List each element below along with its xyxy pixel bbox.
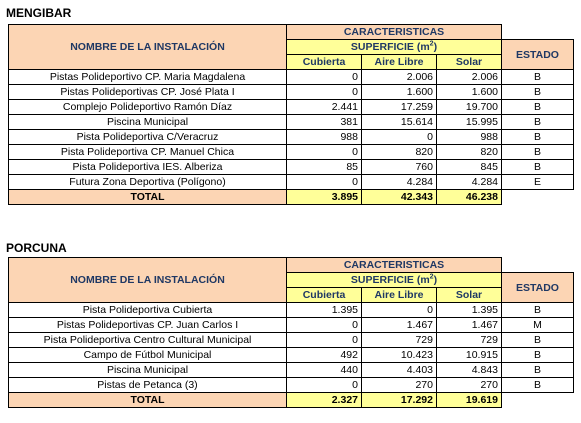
cell-nombre: Pista Polideportiva IES. Alberiza: [9, 160, 287, 175]
cell-solar: 1.600: [437, 85, 502, 100]
cell-solar: 15.995: [437, 115, 502, 130]
cell-cubierta: 0: [287, 175, 362, 190]
section-title-mengibar: MENGIBAR: [6, 6, 72, 20]
cell-nombre: Pistas Polideportivas CP. José Plata I: [9, 85, 287, 100]
total-solar: 46.238: [437, 190, 502, 205]
table-row: [9, 303, 574, 318]
cell-estado: B: [502, 145, 574, 160]
total-aire-libre: 42.343: [362, 190, 437, 205]
cell-estado: B: [502, 348, 574, 363]
table-row: [9, 130, 574, 145]
cell-estado: B: [502, 378, 574, 393]
cell-aire-libre: 2.006: [362, 70, 437, 85]
header-superficie: SUPERFICIE $(m^2)$: [287, 40, 502, 55]
table-row: [9, 333, 574, 348]
cell-estado: B: [502, 130, 574, 145]
cell-cubierta: 0: [287, 333, 362, 348]
cell-cubierta: 0: [287, 145, 362, 160]
cell-nombre: Pistas Polideportivo CP. Maria Magdalena: [9, 70, 287, 85]
header-cubierta: Cubierta: [287, 288, 362, 303]
cell-nombre: Pista Polideportiva Centro Cultural Municipal: [9, 333, 287, 348]
table-porcuna: [8, 257, 574, 408]
cell-solar: 988: [437, 130, 502, 145]
cell-cubierta: 0: [287, 378, 362, 393]
cell-aire-libre: 0: [362, 130, 437, 145]
cell-cubierta: 85: [287, 160, 362, 175]
cell-estado: B: [502, 100, 574, 115]
table-row: [9, 348, 574, 363]
cell-aire-libre: 820: [362, 145, 437, 160]
cell-cubierta: 1.395: [287, 303, 362, 318]
cell-solar: 820: [437, 145, 502, 160]
cell-cubierta: 440: [287, 363, 362, 378]
table-row: [9, 100, 574, 115]
table-row: [9, 115, 574, 130]
cell-aire-libre: 10.423: [362, 348, 437, 363]
table-row: [9, 318, 574, 333]
cell-nombre: Piscina Municipal: [9, 363, 287, 378]
table-row: [9, 160, 574, 175]
header-nombre: NOMBRE DE LA INSTALACIÓN: [9, 258, 287, 303]
header-aire-libre: Aire Libre: [362, 288, 437, 303]
cell-aire-libre: 270: [362, 378, 437, 393]
header-superficie: SUPERFICIE $(m^2)$: [287, 273, 502, 288]
table-row: [9, 70, 574, 85]
cell-estado: B: [502, 160, 574, 175]
total-label: TOTAL: [9, 393, 287, 408]
table-row: [9, 145, 574, 160]
header-cubierta: Cubierta: [287, 55, 362, 70]
header-caracteristicas: CARACTERISTICAS: [287, 258, 502, 273]
cell-cubierta: 0: [287, 85, 362, 100]
cell-nombre: Campo de Fútbol Municipal: [9, 348, 287, 363]
total-solar: 19.619: [437, 393, 502, 408]
cell-solar: 1.395: [437, 303, 502, 318]
table-row: [9, 85, 574, 100]
header-caracteristicas: CARACTERISTICAS: [287, 25, 502, 40]
table-row: [9, 378, 574, 393]
header-aire-libre: Aire Libre: [362, 55, 437, 70]
cell-nombre: Pistas Polideportivas CP. Juan Carlos I: [9, 318, 287, 333]
cell-estado: B: [502, 303, 574, 318]
cell-nombre: Pistas de Petanca (3): [9, 378, 287, 393]
cell-nombre: Pista Polideportiva C/Veracruz: [9, 130, 287, 145]
cell-cubierta: 2.441: [287, 100, 362, 115]
total-row: [9, 393, 574, 408]
cell-aire-libre: 1.467: [362, 318, 437, 333]
header-estado: ESTADO: [502, 273, 574, 303]
cell-solar: 10.915: [437, 348, 502, 363]
cell-aire-libre: 0: [362, 303, 437, 318]
cell-estado: B: [502, 70, 574, 85]
total-label: TOTAL: [9, 190, 287, 205]
cell-solar: 729: [437, 333, 502, 348]
cell-estado: B: [502, 363, 574, 378]
cell-solar: 270: [437, 378, 502, 393]
cell-nombre: Complejo Polideportivo Ramón Díaz: [9, 100, 287, 115]
table-row: [9, 363, 574, 378]
header-solar: Solar: [437, 288, 502, 303]
table-mengibar: [8, 24, 574, 205]
total-cubierta: 2.327: [287, 393, 362, 408]
cell-aire-libre: 17.259: [362, 100, 437, 115]
cell-estado: B: [502, 333, 574, 348]
cell-solar: 19.700: [437, 100, 502, 115]
cell-estado: B: [502, 115, 574, 130]
cell-cubierta: 492: [287, 348, 362, 363]
cell-solar: 4.843: [437, 363, 502, 378]
cell-cubierta: 0: [287, 318, 362, 333]
table-row: [9, 175, 574, 190]
cell-nombre: Pista Polideportiva Cubierta: [9, 303, 287, 318]
header-solar: Solar: [437, 55, 502, 70]
cell-cubierta: 0: [287, 70, 362, 85]
cell-nombre: Pista Polideportiva CP. Manuel Chica: [9, 145, 287, 160]
header-nombre: NOMBRE DE LA INSTALACIÓN: [9, 25, 287, 70]
cell-nombre: Futura Zona Deportiva (Polígono): [9, 175, 287, 190]
total-row: [9, 190, 574, 205]
cell-nombre: Piscina Municipal: [9, 115, 287, 130]
cell-estado: E: [502, 175, 574, 190]
cell-estado: M: [502, 318, 574, 333]
cell-cubierta: 988: [287, 130, 362, 145]
cell-solar: 2.006: [437, 70, 502, 85]
cell-aire-libre: 4.403: [362, 363, 437, 378]
cell-solar: 1.467: [437, 318, 502, 333]
cell-cubierta: 381: [287, 115, 362, 130]
cell-aire-libre: 4.284: [362, 175, 437, 190]
header-estado: ESTADO: [502, 40, 574, 70]
total-cubierta: 3.895: [287, 190, 362, 205]
cell-aire-libre: 15.614: [362, 115, 437, 130]
section-title-porcuna: PORCUNA: [6, 241, 67, 255]
cell-aire-libre: 760: [362, 160, 437, 175]
total-aire-libre: 17.292: [362, 393, 437, 408]
cell-aire-libre: 1.600: [362, 85, 437, 100]
cell-estado: B: [502, 85, 574, 100]
cell-solar: 845: [437, 160, 502, 175]
cell-solar: 4.284: [437, 175, 502, 190]
cell-aire-libre: 729: [362, 333, 437, 348]
